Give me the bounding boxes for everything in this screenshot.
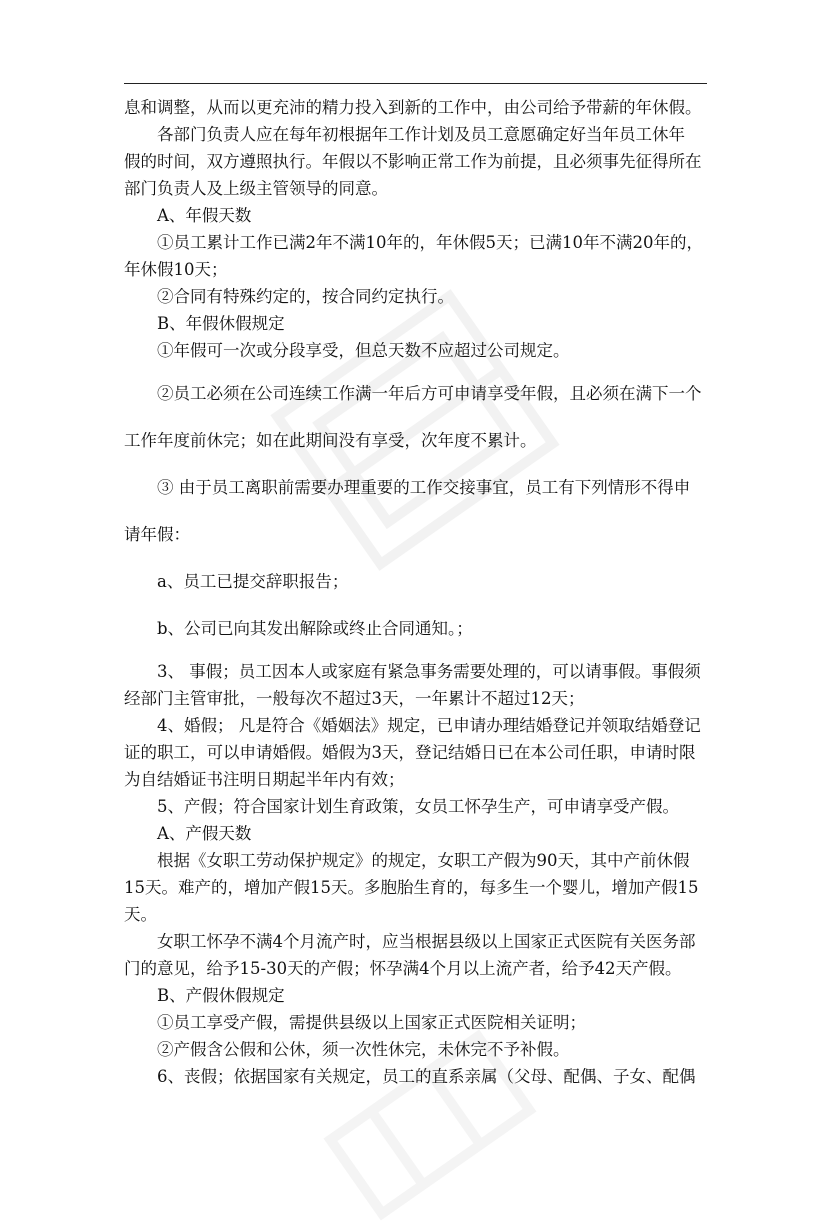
list-item: ③ 由于员工离职前需要办理重要的工作交接事宜，员工有下列情形不得申 [157, 478, 691, 497]
paragraph-line: 各部门负责人应在每年初根据年工作计划及员工意愿确定好当年员工休年 [157, 125, 685, 144]
section-heading: 6、丧假；依据国家有关规定，员工的直系亲属（父母、配偶、子女、配偶 [157, 1067, 696, 1086]
paragraph-line: 女职工怀孕不满4个月流产时，应当根据县级以上国家正式医院有关医务部 [157, 932, 696, 951]
body-line: 天。 [124, 905, 157, 924]
body-line: 经部门主管审批，一般每次不超过3天，一年累计不超过12天； [124, 689, 585, 708]
section-heading: A、年假天数 [157, 206, 252, 225]
list-item: ①员工累计工作已满2年不满10年的，年休假5天；已满10年不满20年的， [157, 233, 703, 252]
body-line: 年休假10天； [124, 260, 228, 279]
body-line: 请年假： [124, 525, 190, 544]
list-item: b、公司已向其发出解除或终止合同通知。； [157, 619, 473, 638]
body-line: 为自结婚证书注明日期起半年内有效； [124, 770, 405, 789]
list-item: ②产假含公假和公休，须一次性休完，未休完不予补假。 [157, 1040, 570, 1059]
section-heading: B、产假休假规定 [157, 986, 285, 1005]
body-line: 工作年度前休完；如在此期间没有享受，次年度不累计。 [124, 431, 537, 450]
header-rule [124, 83, 707, 84]
body-line: 假的时间，双方遵照执行。年假以不影响正常工作为前提，且必须事先征得所在 [124, 152, 702, 171]
list-item: ②合同有特殊约定的，按合同约定执行。 [157, 287, 454, 306]
section-heading: A、产假天数 [157, 824, 252, 843]
list-item: ①员工享受产假，需提供县级以上国家正式医院相关证明； [157, 1013, 586, 1032]
section-heading: 3、 事假；员工因本人或家庭有紧急事务需要处理的，可以请事假。事假须 [157, 662, 701, 681]
body-line: 部门负责人及上级主管领导的同意。 [124, 179, 388, 198]
paragraph-line: 根据《女职工劳动保护规定》的规定，女职工产假为90天，其中产前休假 [157, 851, 690, 870]
list-item: a、员工已提交辞职报告； [157, 572, 349, 591]
section-heading: 4、婚假； 凡是符合《婚姻法》规定，已申请办理结婚登记并领取结婚登记 [157, 716, 701, 735]
body-line: 15天。难产的，增加产假15天。多胞胎生育的，每多生一个婴儿，增加产假15 [124, 878, 699, 897]
list-item: ①年假可一次或分段享受，但总天数不应超过公司规定。 [157, 341, 570, 360]
body-line: 息和调整，从而以更充沛的精力投入到新的工作中，由公司给予带薪的年休假。 [124, 98, 702, 117]
document-body [124, 94, 714, 1090]
body-line: 门的意见，给予15-30天的产假；怀孕满4个月以上流产者，给予42天产假。 [124, 959, 682, 978]
body-line: 证的职工，可以申请婚假。婚假为3天，登记结婚日已在本公司任职，申请时限 [124, 743, 696, 762]
list-item: ②员工必须在公司连续工作满一年后方可申请享受年假，且必须在满下一个 [157, 384, 702, 403]
section-heading: B、年假休假规定 [157, 314, 285, 333]
section-heading: 5、产假；符合国家计划生育政策，女员工怀孕生产，可申请享受产假。 [157, 797, 679, 816]
